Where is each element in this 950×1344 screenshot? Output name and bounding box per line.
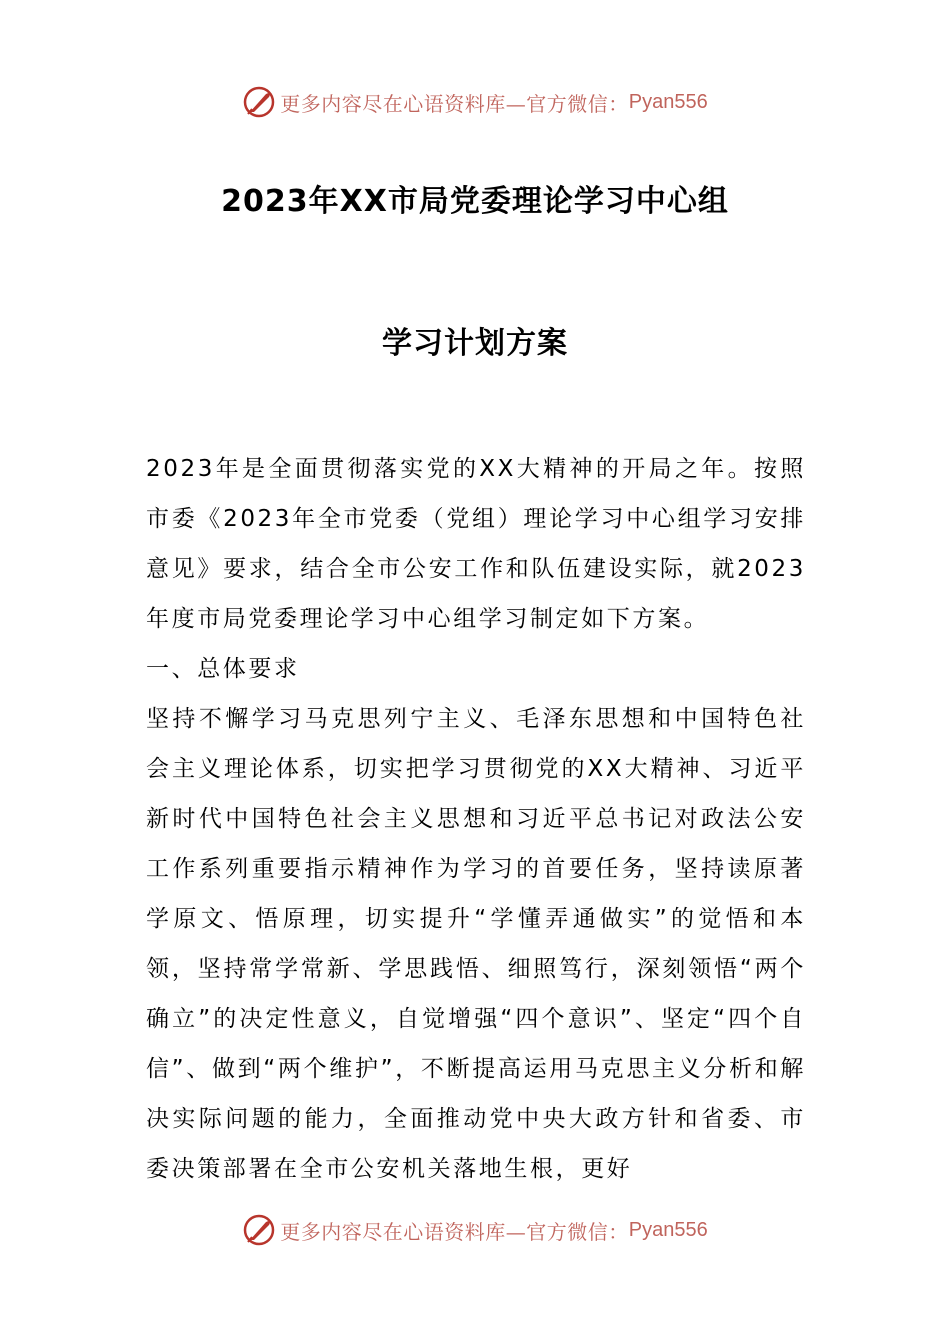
watermark-text: 更多内容尽在心语资料库—官方微信：: [280, 91, 629, 116]
document-body: [146, 444, 806, 1194]
watermark-text: 更多内容尽在心语资料库—官方微信：: [280, 1219, 629, 1244]
intro-paragraph: 2023年是全面贯彻落实党的XX大精神的开局之年。按照市委《2023年全市党委（党组）理论学习中心组学习安排意见》要求，结合全市公安工作和队伍建设实际，就2023年度市局党委理论学习中心组学习制定如下方案。: [146, 456, 806, 632]
watermark-footer: [0, 1210, 950, 1250]
document-title-line-2: 学习计划方案: [382, 326, 568, 361]
quill-logo-icon: [242, 1213, 276, 1247]
watermark-header: [0, 82, 950, 122]
watermark-wechat-id: Pyan556: [628, 90, 708, 113]
section-heading: 一、总体要求: [146, 656, 300, 682]
quill-logo-icon: [242, 85, 276, 119]
document-title-line-1: 2023年XX市局党委理论学习中心组: [221, 184, 729, 219]
watermark-wechat-id: Pyan556: [628, 1218, 708, 1241]
section-paragraph: 坚持不懈学习马克思列宁主义、毛泽东思想和中国特色社会主义理论体系，切实把学习贯彻党的XX大精神、习近平新时代中国特色社会主义思想和习近平总书记对政法公安工作系列重要指示精神作为学习的首要任务，坚持读原著学原文、悟原理，切实提升“学懂弄通做实”的觉悟和本领，坚持常学常新、学思践悟、细照笃行，深刻领悟“两个确立”的决定性意义，自觉增强“四个意识”、坚定“四个自信”、做到“两个维护”，不断提高运用马克思主义分析和解决实际问题的能力，全面推动党中央大政方针和省委、市委决策部署在全市公安机关落地生根，更好: [146, 706, 806, 1182]
